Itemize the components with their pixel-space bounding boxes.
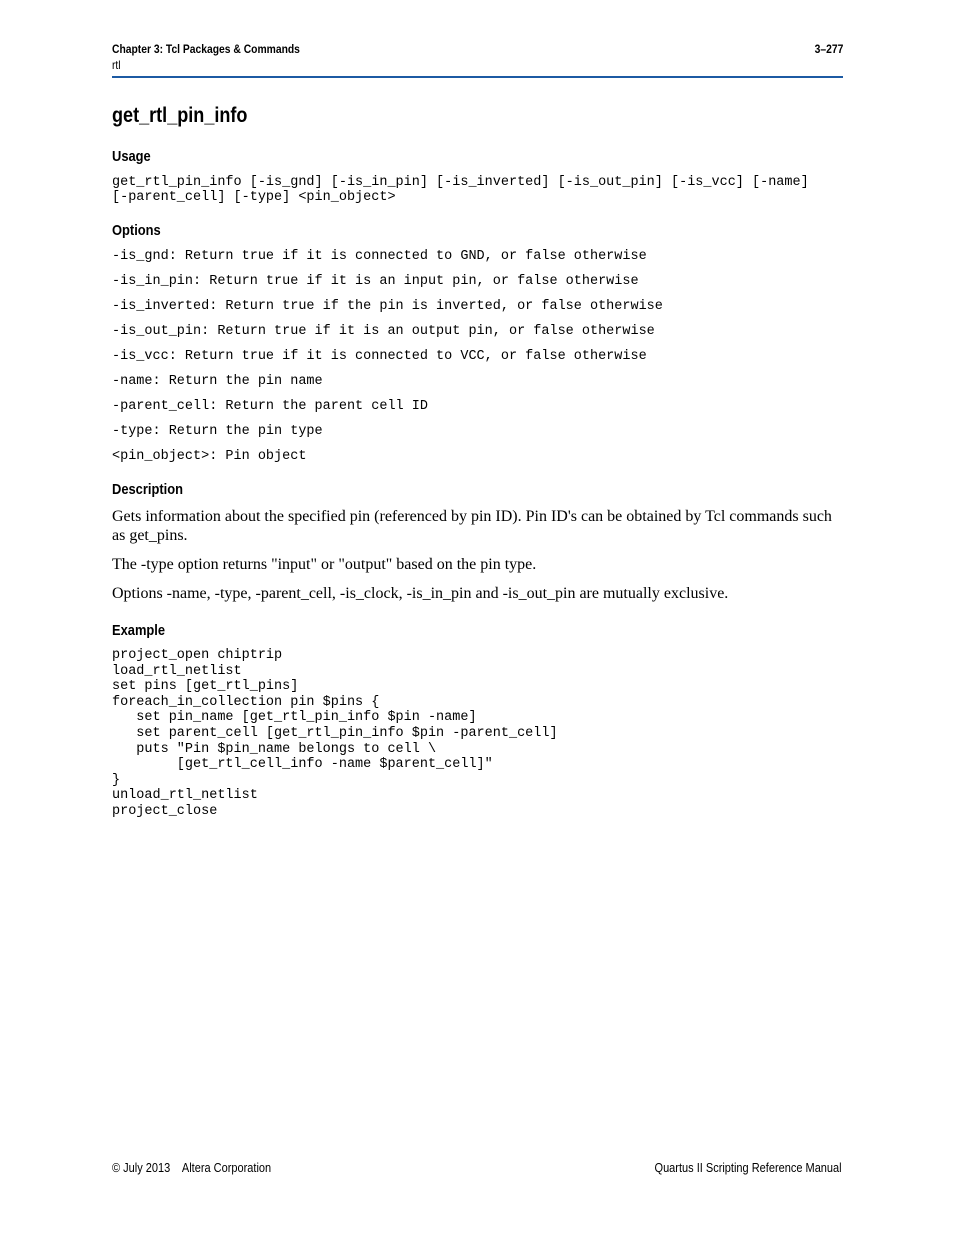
option-item: -name: Return the pin name [112,374,323,389]
footer-left [112,1161,271,1175]
option-item: -is_vcc: Return true if it is connected to VCC, or false otherwise [112,349,647,364]
chapter-title: Chapter 3: Tcl Packages & Commands [112,42,300,56]
option-item: -type: Return the pin type [112,424,323,439]
usage-heading: Usage [112,148,151,165]
header-divider [112,76,843,78]
usage-line-1: get_rtl_pin_info [-is_gnd] [-is_in_pin] [-is_inverted] [-is_out_pin] [-is_vcc] [-name] [112,175,809,190]
footer-copyright: © July 2013 [112,1161,171,1175]
description-paragraph-1: Gets information about the specified pin (referenced by pin ID). Pin ID's can be obtained by Tcl commands such as get_pins. [112,508,832,544]
option-item: -is_inverted: Return true if the pin is inverted, or false otherwise [112,299,663,314]
option-item: -is_gnd: Return true if it is connected to GND, or false otherwise [112,249,647,264]
options-heading: Options [112,222,161,239]
page-number: 3–277 [814,42,843,56]
example-heading: Example [112,622,166,639]
option-item: -is_in_pin: Return true if it is an input pin, or false otherwise [112,274,639,289]
option-item: <pin_object>: Pin object [112,449,307,464]
page-title: get_rtl_pin_info [112,104,248,127]
example-code-block: project_open chiptrip load_rtl_netlist set pins [get_rtl_pins] foreach_in_collection pin $pins { set pin_name [get_rtl_pin_info $pin -name] set parent_cell [get_rtl_pin_info $pin -parent_cell] puts "Pin $pin_name belongs to cell \ [get_rtl_cell_info -name $parent_cell]" } unload_rtl_netlist project_close [112,648,558,819]
footer-manual-title: Quartus II Scripting Reference Manual [654,1161,842,1175]
option-item: -is_out_pin: Return true if it is an output pin, or false otherwise [112,324,655,339]
footer-company: Altera Corporation [181,1161,272,1175]
description-heading: Description [112,481,183,498]
description-paragraph-2: The -type option returns "input" or "output" based on the pin type. [112,556,537,573]
section-name: rtl [112,58,121,72]
usage-line-2: [-parent_cell] [-type] <pin_object> [112,190,396,205]
option-item: -parent_cell: Return the parent cell ID [112,399,428,414]
description-paragraph-3: Options -name, -type, -parent_cell, -is_clock, -is_in_pin and -is_out_pin are mutually exclusive. [112,585,729,602]
